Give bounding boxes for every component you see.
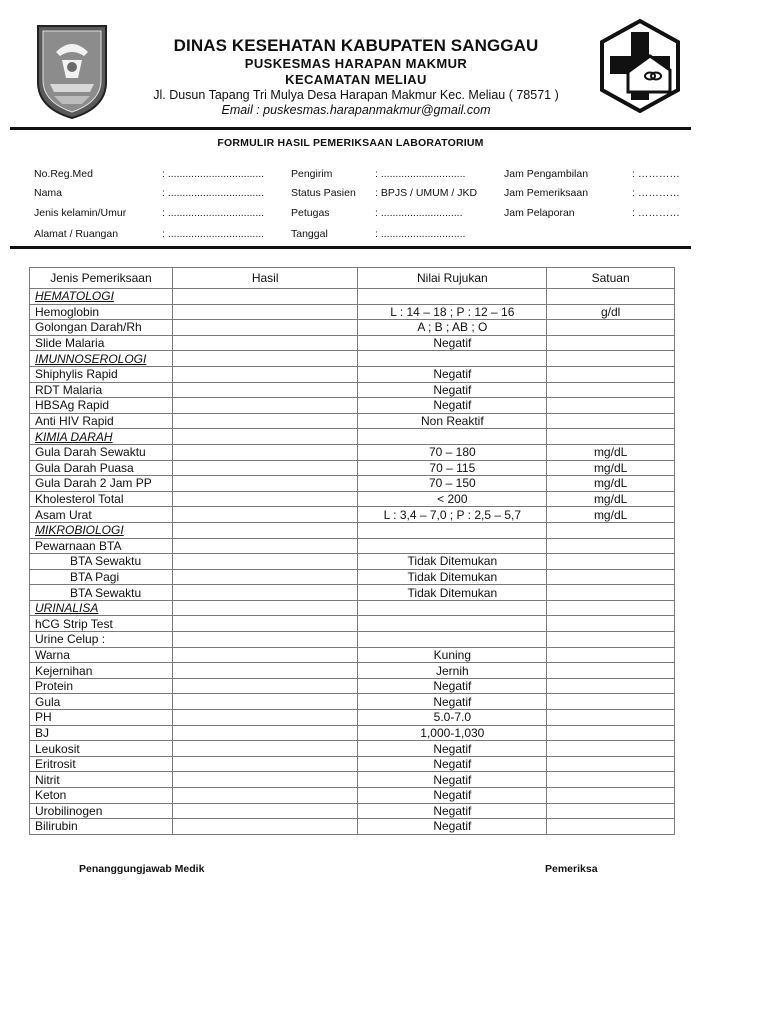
info-label: Jenis kelamin/Umur <box>34 207 127 219</box>
table-row <box>30 366 675 382</box>
test-name: Urine Celup : <box>30 632 173 648</box>
info-label: Petugas <box>291 207 330 219</box>
result-cell[interactable] <box>172 803 358 819</box>
table-header-row <box>30 268 675 289</box>
unit-cell <box>547 585 675 601</box>
unit-cell: mg/dL <box>547 491 675 507</box>
test-name: Hemoglobin <box>30 304 173 320</box>
test-name: Eritrosit <box>30 756 173 772</box>
test-name: Anti HIV Rapid <box>30 413 173 429</box>
table-row <box>30 788 675 804</box>
test-name: Warna <box>30 647 173 663</box>
table-row <box>30 756 675 772</box>
reference-value-cell: Negatif <box>358 741 547 757</box>
reference-value-cell <box>358 351 547 367</box>
letterhead <box>0 0 768 130</box>
col-header-hasil: Hasil <box>172 268 358 289</box>
test-name: BJ <box>30 725 173 741</box>
reference-value-cell: Negatif <box>358 678 547 694</box>
info-value[interactable]: : ............................. <box>375 168 466 180</box>
reference-value-cell: Tidak Ditemukan <box>358 569 547 585</box>
section-row <box>30 600 675 616</box>
unit-cell <box>547 803 675 819</box>
unit-cell: mg/dL <box>547 476 675 492</box>
reference-value-cell: 70 – 115 <box>358 460 547 476</box>
test-name: PH <box>30 710 173 726</box>
lab-results-table <box>29 267 675 835</box>
result-cell[interactable] <box>172 398 358 414</box>
table-row <box>30 320 675 336</box>
reference-value-cell: Negatif <box>358 335 547 351</box>
test-name: Kejernihan <box>30 663 173 679</box>
test-name: Keton <box>30 788 173 804</box>
reference-value-cell <box>358 538 547 554</box>
result-cell[interactable] <box>172 382 358 398</box>
result-cell[interactable] <box>172 538 358 554</box>
reference-value-cell <box>358 429 547 445</box>
unit-cell <box>547 335 675 351</box>
table-row <box>30 413 675 429</box>
reference-value-cell: Kuning <box>358 647 547 663</box>
table-row <box>30 460 675 476</box>
unit-cell: mg/dL <box>547 460 675 476</box>
puskesmas-logo-icon <box>598 18 682 114</box>
section-title: IMUNNOSEROLOGI <box>30 351 173 367</box>
kecamatan-name: KECAMATAN MELIAU <box>285 72 427 87</box>
section-row <box>30 522 675 538</box>
table-row <box>30 585 675 601</box>
form-title: FORMULIR HASIL PEMERIKSAAN LABORATORIUM <box>217 137 484 149</box>
reference-value-cell <box>358 600 547 616</box>
result-cell[interactable] <box>172 569 358 585</box>
reference-value-cell: A ; B ; AB ; O <box>358 320 547 336</box>
test-name: Urobilinogen <box>30 803 173 819</box>
unit-cell <box>547 398 675 414</box>
test-name: BTA Pagi <box>30 569 173 585</box>
table-row <box>30 554 675 570</box>
unit-cell: g/dl <box>547 304 675 320</box>
result-cell[interactable] <box>172 522 358 538</box>
reference-value-cell: Negatif <box>358 398 547 414</box>
unit-cell <box>547 647 675 663</box>
reference-value-cell: Negatif <box>358 694 547 710</box>
test-name: Leukosit <box>30 741 173 757</box>
result-cell[interactable] <box>172 304 358 320</box>
test-name: Slide Malaria <box>30 335 173 351</box>
result-cell[interactable] <box>172 585 358 601</box>
result-cell[interactable] <box>172 335 358 351</box>
reference-value-cell: L : 14 – 18 ; P : 12 – 16 <box>358 304 547 320</box>
info-value[interactable]: : ................................. <box>162 187 265 199</box>
result-cell[interactable] <box>172 694 358 710</box>
table-row <box>30 632 675 648</box>
info-label: Jam Pemeriksaan <box>504 187 589 199</box>
table-row <box>30 741 675 757</box>
unit-cell <box>547 351 675 367</box>
unit-cell <box>547 569 675 585</box>
test-name: Pewarnaan BTA <box>30 538 173 554</box>
test-name: hCG Strip Test <box>30 616 173 632</box>
unit-cell <box>547 694 675 710</box>
table-row <box>30 772 675 788</box>
info-label: Jam Pelaporan <box>504 207 575 219</box>
unit-cell <box>547 554 675 570</box>
unit-cell <box>547 289 675 305</box>
result-cell[interactable] <box>172 741 358 757</box>
result-cell[interactable] <box>172 351 358 367</box>
section-row <box>30 429 675 445</box>
lab-table-body <box>30 289 675 835</box>
result-cell[interactable] <box>172 819 358 835</box>
test-name: Shiphylis Rapid <box>30 366 173 382</box>
result-cell[interactable] <box>172 413 358 429</box>
table-row <box>30 538 675 554</box>
result-cell[interactable] <box>172 710 358 726</box>
result-cell[interactable] <box>172 663 358 679</box>
unit-cell <box>547 413 675 429</box>
email-line: Email : puskesmas.harapanmakmur@gmail.com <box>221 103 491 117</box>
info-row <box>0 168 768 182</box>
result-cell[interactable] <box>172 554 358 570</box>
info-value[interactable]: : ............................ <box>375 207 463 219</box>
result-cell[interactable] <box>172 476 358 492</box>
info-label: Tanggal <box>291 228 328 240</box>
table-row <box>30 304 675 320</box>
reference-value-cell: Negatif <box>358 788 547 804</box>
reference-value-cell: Negatif <box>358 819 547 835</box>
result-cell[interactable] <box>172 444 358 460</box>
result-cell[interactable] <box>172 320 358 336</box>
table-row <box>30 444 675 460</box>
signature-medical-responsible: Penanggungjawab Medik <box>79 863 205 875</box>
col-header-satuan: Satuan <box>547 268 675 289</box>
reference-value-cell: L : 3,4 – 7,0 ; P : 2,5 – 5,7 <box>358 507 547 523</box>
result-cell[interactable] <box>172 289 358 305</box>
test-name: Protein <box>30 678 173 694</box>
puskesmas-name: PUSKESMAS HARAPAN MAKMUR <box>244 56 468 71</box>
result-cell[interactable] <box>172 507 358 523</box>
info-value[interactable]: : ................................. <box>162 168 265 180</box>
section-title: HEMATOLOGI <box>30 289 173 305</box>
unit-cell <box>547 663 675 679</box>
unit-cell <box>547 756 675 772</box>
info-row <box>0 207 768 221</box>
table-row <box>30 694 675 710</box>
result-cell[interactable] <box>172 632 358 648</box>
unit-cell <box>547 678 675 694</box>
address-line: Jl. Dusun Tapang Tri Mulya Desa Harapan Makmur Kec. Meliau ( 78571 ) <box>153 88 559 102</box>
reference-value-cell: < 200 <box>358 491 547 507</box>
reference-value-cell <box>358 616 547 632</box>
info-row <box>0 228 768 242</box>
info-row <box>0 187 768 201</box>
test-name: Golongan Darah/Rh <box>30 320 173 336</box>
section-title: MIKROBIOLOGI <box>30 522 173 538</box>
unit-cell <box>547 429 675 445</box>
result-cell[interactable] <box>172 366 358 382</box>
info-value[interactable]: : BPJS / UMUM / JKD <box>375 187 478 199</box>
unit-cell <box>547 772 675 788</box>
reference-value-cell <box>358 289 547 305</box>
test-name: Nitrit <box>30 772 173 788</box>
unit-cell <box>547 320 675 336</box>
reference-value-cell: 5.0-7.0 <box>358 710 547 726</box>
section-title: KIMIA DARAH <box>30 429 173 445</box>
test-name: BTA Sewaktu <box>30 585 173 601</box>
info-value[interactable]: : ................................. <box>162 228 265 240</box>
test-name: Bilirubin <box>30 819 173 835</box>
agency-name: DINAS KESEHATAN KABUPATEN SANGGAU <box>173 36 539 55</box>
info-value[interactable]: : ………… <box>632 187 680 199</box>
info-value[interactable]: : ................................. <box>162 207 265 219</box>
unit-cell <box>547 538 675 554</box>
test-name: Gula Darah Sewaktu <box>30 444 173 460</box>
unit-cell <box>547 725 675 741</box>
reference-value-cell <box>358 632 547 648</box>
unit-cell: mg/dL <box>547 444 675 460</box>
table-row <box>30 507 675 523</box>
test-name: Gula Darah 2 Jam PP <box>30 476 173 492</box>
result-cell[interactable] <box>172 772 358 788</box>
result-cell[interactable] <box>172 756 358 772</box>
result-cell[interactable] <box>172 678 358 694</box>
test-name: BTA Sewaktu <box>30 554 173 570</box>
unit-cell <box>547 788 675 804</box>
unit-cell <box>547 741 675 757</box>
col-header-jenis: Jenis Pemeriksaan <box>30 268 173 289</box>
info-label: Pengirim <box>291 168 333 180</box>
test-name: Gula Darah Puasa <box>30 460 173 476</box>
table-row <box>30 678 675 694</box>
unit-cell: mg/dL <box>547 507 675 523</box>
reference-value-cell: Negatif <box>358 803 547 819</box>
reference-value-cell: Tidak Ditemukan <box>358 585 547 601</box>
info-label: Jam Pengambilan <box>504 168 589 180</box>
reference-value-cell: Negatif <box>358 366 547 382</box>
reference-value-cell: Negatif <box>358 382 547 398</box>
result-cell[interactable] <box>172 647 358 663</box>
section-title: URINALISA <box>30 600 173 616</box>
col-header-rujukan: Nilai Rujukan <box>358 268 547 289</box>
table-row <box>30 398 675 414</box>
result-cell[interactable] <box>172 491 358 507</box>
reference-value-cell: 70 – 180 <box>358 444 547 460</box>
table-row <box>30 616 675 632</box>
section-row <box>30 289 675 305</box>
result-cell[interactable] <box>172 429 358 445</box>
reference-value-cell: 70 – 150 <box>358 476 547 492</box>
info-value[interactable]: : ............................. <box>375 228 466 240</box>
result-cell[interactable] <box>172 725 358 741</box>
unit-cell <box>547 710 675 726</box>
table-row <box>30 647 675 663</box>
unit-cell <box>547 522 675 538</box>
result-cell[interactable] <box>172 460 358 476</box>
test-name: Asam Urat <box>30 507 173 523</box>
table-row <box>30 491 675 507</box>
test-name: Kholesterol Total <box>30 491 173 507</box>
unit-cell <box>547 632 675 648</box>
table-row <box>30 819 675 835</box>
test-name: HBSAg Rapid <box>30 398 173 414</box>
table-row <box>30 725 675 741</box>
unit-cell <box>547 819 675 835</box>
info-divider <box>10 246 691 249</box>
reference-value-cell: Non Reaktif <box>358 413 547 429</box>
unit-cell <box>547 600 675 616</box>
reference-value-cell: Jernih <box>358 663 547 679</box>
table-row <box>30 382 675 398</box>
signature-examiner: Pemeriksa <box>545 863 598 875</box>
reference-value-cell: Tidak Ditemukan <box>358 554 547 570</box>
unit-cell <box>547 366 675 382</box>
info-value[interactable]: : ………… <box>632 207 680 219</box>
reference-value-cell: Negatif <box>358 756 547 772</box>
info-label: No.Reg.Med <box>34 168 93 180</box>
reference-value-cell: 1,000-1,030 <box>358 725 547 741</box>
result-cell[interactable] <box>172 616 358 632</box>
result-cell[interactable] <box>172 788 358 804</box>
table-row <box>30 476 675 492</box>
test-name: Gula <box>30 694 173 710</box>
unit-cell <box>547 382 675 398</box>
section-row <box>30 351 675 367</box>
reference-value-cell: Negatif <box>358 772 547 788</box>
reference-value-cell <box>358 522 547 538</box>
unit-cell <box>547 616 675 632</box>
info-value[interactable]: : ………… <box>632 168 680 180</box>
table-row <box>30 569 675 585</box>
table-row <box>30 710 675 726</box>
test-name: RDT Malaria <box>30 382 173 398</box>
result-cell[interactable] <box>172 600 358 616</box>
table-row <box>30 335 675 351</box>
info-label: Status Pasien <box>291 187 356 199</box>
table-row <box>30 803 675 819</box>
info-label: Nama <box>34 187 63 199</box>
header-divider <box>10 127 691 130</box>
table-row <box>30 663 675 679</box>
info-label: Alamat / Ruangan <box>34 228 119 240</box>
regency-emblem-icon <box>34 22 110 120</box>
